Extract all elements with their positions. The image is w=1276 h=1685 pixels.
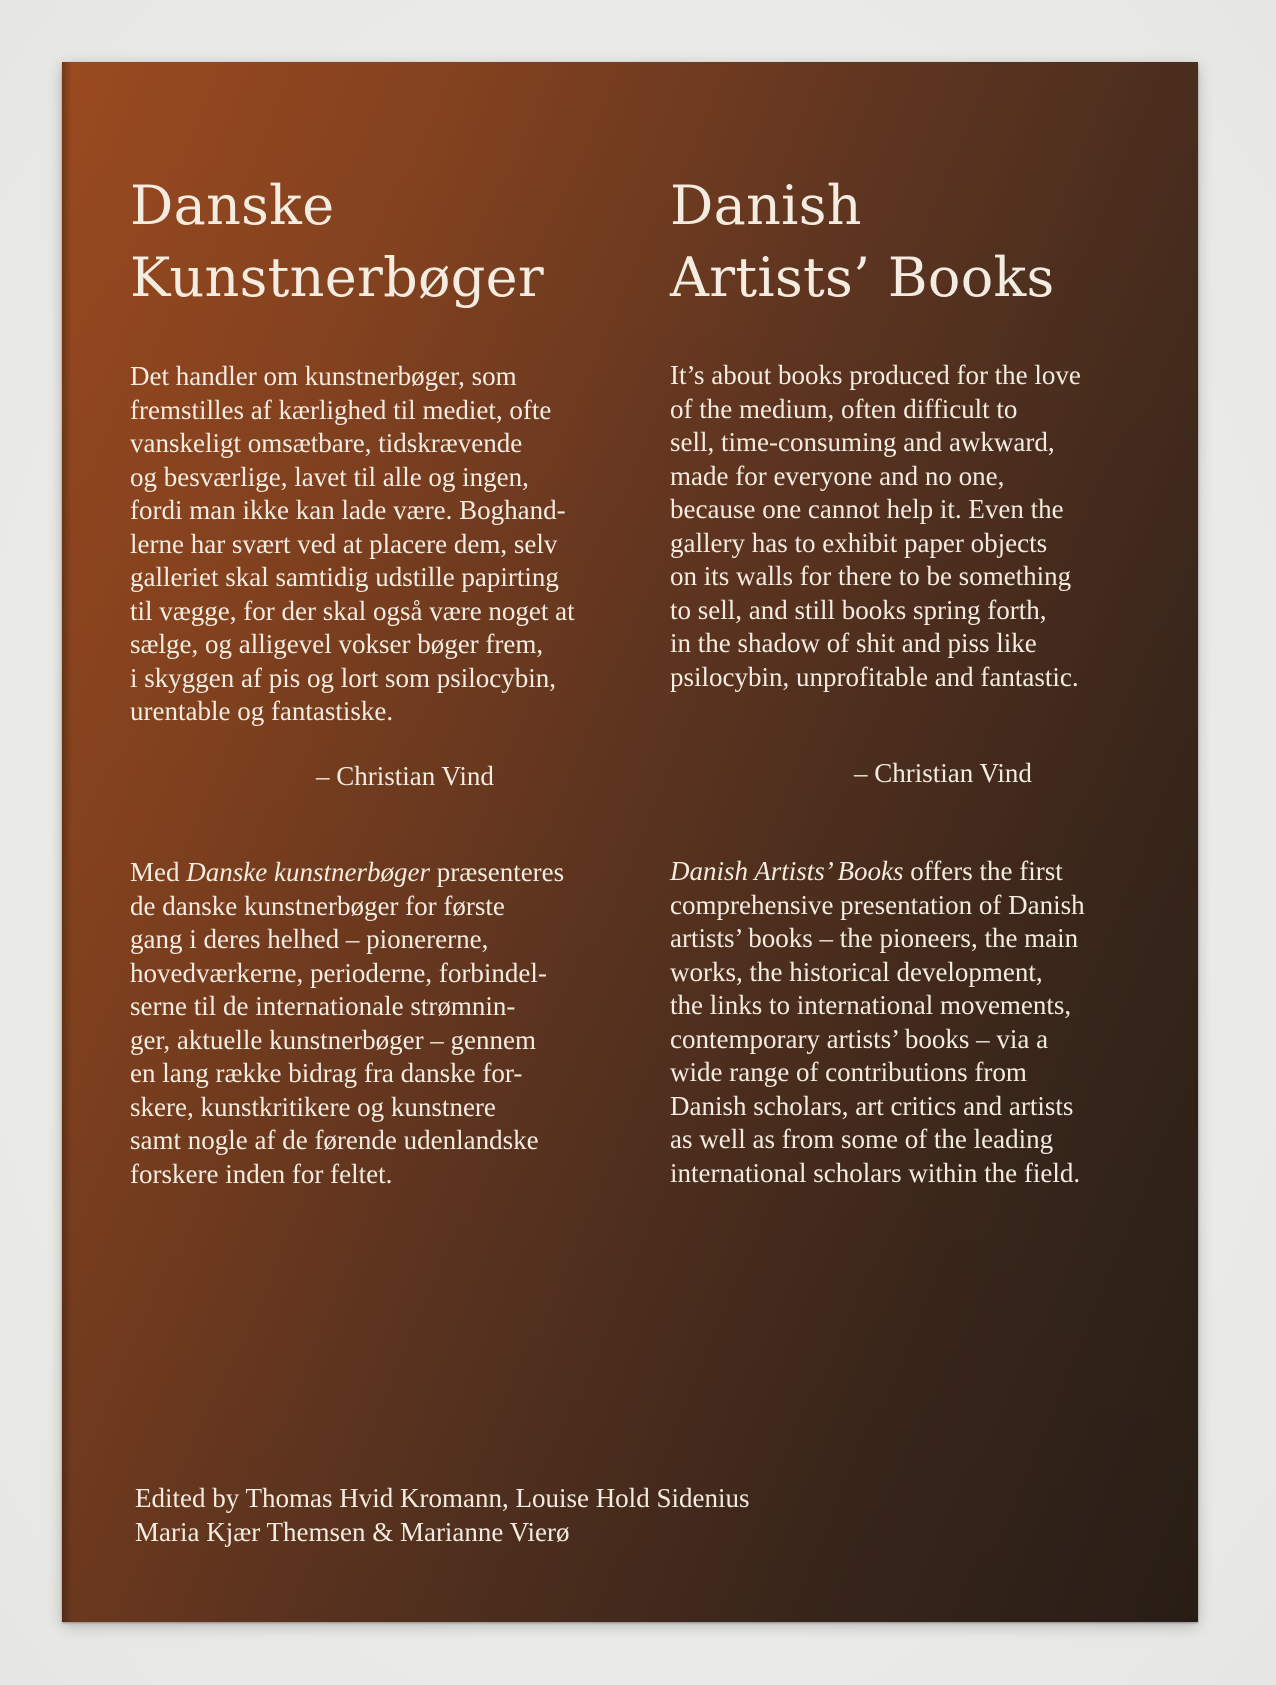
editors-credit — [135, 1482, 749, 1549]
quote-line: sælge, og alligevel vokser bøger frem, — [130, 629, 544, 659]
description-danish — [130, 856, 630, 1191]
quote-line: to sell, and still books spring forth, — [670, 594, 1047, 625]
description-line: as well as from some of the leading — [670, 1124, 1054, 1154]
editors-line: Edited by Thomas Hvid Kromann, Louise Hold Sidenius — [135, 1483, 750, 1513]
title-line: Kunstnerbøger — [130, 246, 544, 309]
editors-line: Maria Kjær Themsen & Marianne Vierø — [135, 1516, 570, 1547]
description-line: the links to international movements, — [670, 990, 1072, 1020]
description-english — [670, 855, 1170, 1190]
description-line: works, the historical development, — [670, 956, 1043, 987]
quote-line: til vægge, for der skal også være noget at — [130, 595, 575, 626]
description-line: contemporary artists’ books – via a — [670, 1023, 1049, 1054]
description-line: international scholars within the field. — [670, 1157, 1081, 1188]
title-line: Danske — [130, 174, 335, 237]
quote-line: made for everyone and no one, — [670, 460, 1005, 491]
quote-line: because one cannot help it. Even the — [670, 494, 1064, 524]
description-line: Danish scholars, art critics and artists — [670, 1090, 1074, 1121]
quote-line: galleriet skal samtidig udstille papirting — [130, 562, 559, 592]
title-line: Artists’ Books — [670, 246, 1055, 309]
quote-line: fordi man ikke kan lade være. Boghand- — [130, 495, 566, 525]
description-line: skere, kunstkritikere og kunstnere — [130, 1091, 496, 1122]
description-line: comprehensive presentation of Danish — [670, 889, 1085, 920]
description-line: serne til de internationale strømnin- — [130, 991, 516, 1021]
quote-author-danish: – Christian Vind — [316, 761, 494, 791]
title-line: Danish — [670, 174, 862, 237]
description-line: ger, aktuelle kunstnerbøger – gennem — [130, 1024, 537, 1055]
book-back-cover — [62, 62, 1198, 1622]
quote-line: of the medium, often difficult to — [670, 393, 1018, 424]
description-line: forskere inden for feltet. — [130, 1158, 393, 1189]
quote-line: og besværlige, lavet til alle og ingen, — [130, 461, 529, 492]
description-line: hovedværkerne, perioderne, forbindel- — [130, 957, 547, 988]
quote-author-english: – Christian Vind — [854, 758, 1032, 788]
quote-line: in the shadow of shit and piss like — [670, 628, 1037, 658]
quote-line: vanskeligt omsætbare, tidskrævende — [130, 428, 523, 458]
quote-line: psilocybin, unprofitable and fantastic. — [670, 661, 1079, 692]
description-line: samt nogle af de førende udenlandske — [130, 1125, 539, 1155]
description-first-rest: præsenteres — [429, 857, 565, 887]
quote-line: lerne har svært ved at placere dem, selv — [130, 528, 558, 559]
title-danish — [130, 170, 544, 314]
description-line: gang i deres helhed – pionererne, — [130, 924, 489, 954]
book-title-italic: Danish Artists’ Books — [670, 856, 904, 886]
quote-line: sell, time-consuming and awkward, — [670, 427, 1055, 457]
description-line: de danske kunstnerbøger for første — [130, 890, 505, 921]
description-first-line — [670, 855, 1170, 889]
quote-line: fremstilles af kærlighed til mediet, ofte — [130, 394, 552, 425]
quote-line: i skyggen af pis og lort som psilocybin, — [130, 662, 556, 693]
description-line: en lang række bidrag fra danske for- — [130, 1058, 523, 1088]
description-first-line — [130, 856, 630, 890]
quote-line: gallery has to exhibit paper objects — [670, 527, 1048, 558]
quote-line: Det handler om kunstnerbøger, som — [130, 361, 517, 391]
description-line: wide range of contributions from — [670, 1057, 1027, 1087]
quote-line: urentable og fantastiske. — [130, 696, 394, 726]
title-english — [670, 170, 1055, 314]
book-title-italic: Danske kunstnerbøger — [186, 857, 430, 887]
description-first-rest: offers the first — [903, 856, 1063, 886]
description-intro: Med — [130, 857, 187, 887]
quote-line: on its walls for there to be something — [670, 561, 1072, 591]
quote-danish — [130, 360, 630, 729]
quote-english — [670, 359, 1170, 694]
quote-line: It’s about books produced for the love — [670, 360, 1081, 390]
description-line: artists’ books – the pioneers, the main — [670, 923, 1079, 953]
